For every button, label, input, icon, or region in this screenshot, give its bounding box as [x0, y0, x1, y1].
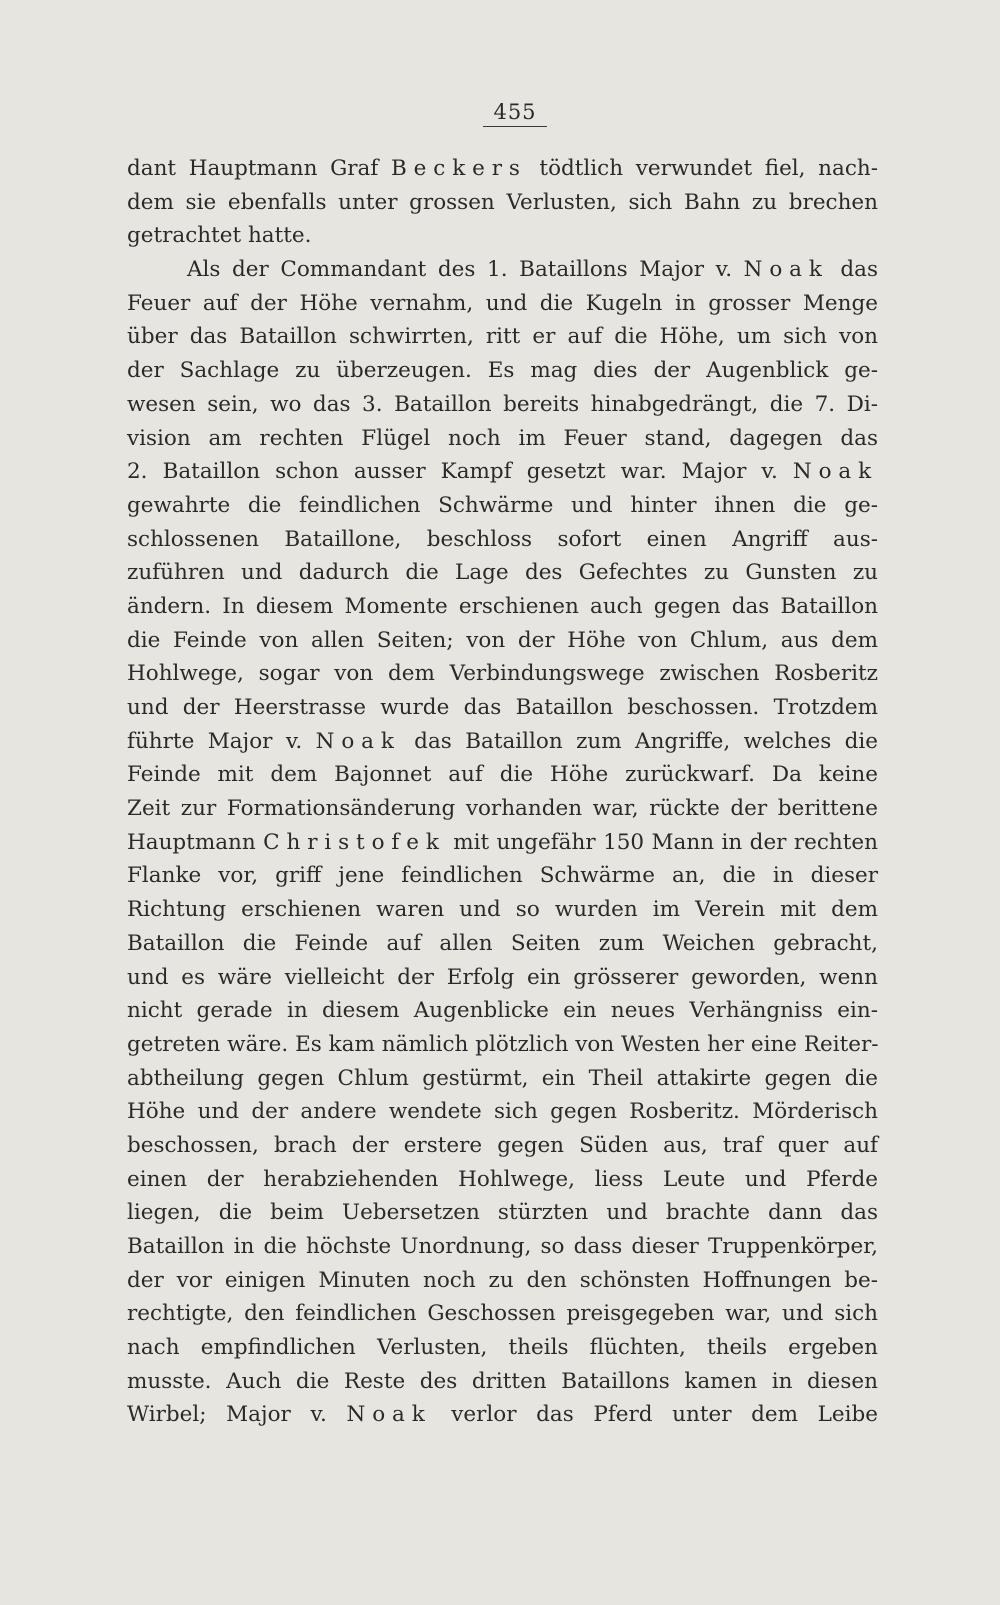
text-line: [127, 320, 878, 354]
text-segment: Feinde mit dem Bajonnet auf die Höhe zurückwarf. Da keine: [127, 762, 878, 788]
text-segment: gewahrte die feindlichen Schwärme und hinter ihnen die ge-: [127, 492, 878, 518]
spaced-name: Beckers: [390, 156, 527, 181]
text-line: [127, 994, 878, 1028]
text-segment: das Bataillon zum Angriffe, welches die: [400, 728, 878, 754]
text-line: [127, 1331, 878, 1365]
text-segment: Richtung erschienen waren und so wurden im Verein mit dem: [127, 897, 878, 923]
text-segment: führte Major v.: [127, 728, 316, 754]
text-segment: Feuer auf der Höhe vernahm, und die Kugeln in grosser Menge: [127, 290, 878, 316]
text-segment: nach empfindlichen Verlusten, theils flüchten, theils ergeben: [127, 1335, 878, 1361]
text-line: [127, 1230, 878, 1264]
text-segment: Höhe und der andere wendete sich gegen Rosberitz. Mörderisch: [127, 1099, 878, 1125]
text-segment: tödtlich verwundet fiel, nach-: [526, 156, 878, 181]
text-line: [127, 489, 878, 523]
text-line: [127, 388, 878, 422]
text-segment: Hohlwege, sogar von dem Verbindungswege zwischen Rosberitz: [127, 661, 878, 687]
text-segment: getrachtet hatte.: [127, 223, 312, 249]
text-line: [127, 927, 878, 961]
text-segment: der Sachlage zu überzeugen. Es mag dies der Augenblick ge-: [127, 358, 878, 384]
text-line: [127, 893, 878, 927]
text-segment: 2. Bataillon schon ausser Kampf gesetzt war. Major v.: [127, 459, 793, 485]
text-segment: Flanke vor, griff jene feindlichen Schwärme an, die in dieser: [127, 863, 878, 889]
text-segment: die Feinde von allen Seiten; von der Höhe von Chlum, aus dem: [127, 627, 878, 653]
text-line: [127, 422, 878, 456]
text-segment: und es wäre vielleicht der Erfolg ein grösserer geworden, wenn: [127, 964, 878, 990]
text-line: [127, 253, 878, 287]
text-line: [127, 354, 878, 388]
text-segment: vision am rechten Flügel noch im Feuer stand, dagegen das: [127, 425, 878, 451]
spaced-name: Noak: [315, 728, 401, 754]
text-line: [127, 455, 878, 489]
text-line: [127, 792, 878, 826]
text-segment: einen der herabziehenden Hohlwege, liess Leute und Pferde: [127, 1166, 878, 1192]
text-line: [127, 961, 878, 995]
text-segment: ändern. In diesem Momente erschienen auch gegen das Bataillon: [127, 593, 878, 619]
text-segment: dant Hauptmann Graf: [127, 156, 391, 181]
text-line: [127, 1398, 878, 1432]
spaced-name: Noak: [346, 1402, 432, 1428]
text-segment: Wirbel; Major v.: [127, 1402, 347, 1428]
text-line: [127, 1163, 878, 1197]
text-segment: zuführen und dadurch die Lage des Gefechtes zu Gunsten zu: [127, 560, 878, 586]
text-line: [127, 287, 878, 321]
body-text: [127, 152, 878, 1432]
text-line: [127, 826, 878, 860]
text-line: [127, 1129, 878, 1163]
text-segment: abtheilung gegen Chlum gestürmt, ein Theil attakirte gegen die: [127, 1065, 878, 1091]
text-segment: verlor das Pferd unter dem Leibe: [431, 1402, 878, 1428]
text-line: [127, 219, 878, 253]
text-line: [127, 523, 878, 557]
text-segment: beschossen, brach der erstere gegen Süden aus, traf quer auf: [127, 1132, 878, 1158]
text-line: [127, 691, 878, 725]
text-segment: nicht gerade in diesem Augenblicke ein neues Verhängniss ein-: [127, 998, 878, 1024]
text-line: [127, 657, 878, 691]
text-segment: Zeit zur Formationsänderung vorhanden war, rückte der berittene: [127, 796, 878, 822]
spaced-name: Noak: [792, 459, 878, 485]
text-line: [127, 758, 878, 792]
text-segment: über das Bataillon schwirrten, ritt er auf die Höhe, um sich von: [127, 324, 878, 350]
text-line: [127, 725, 878, 759]
text-line: [127, 1365, 878, 1399]
text-segment: dem sie ebenfalls unter grossen Verlusten, sich Bahn zu brechen: [127, 189, 878, 215]
text-line: [127, 624, 878, 658]
text-segment: wesen sein, wo das 3. Bataillon bereits hinabgedrängt, die 7. Di-: [127, 391, 878, 417]
text-line: [127, 1062, 878, 1096]
text-segment: musste. Auch die Reste des dritten Bataillons kamen in diesen: [127, 1368, 878, 1394]
text-segment: der vor einigen Minuten noch zu den schönsten Hoffnungen be-: [127, 1267, 878, 1293]
text-line: [127, 1196, 878, 1230]
text-line: [127, 590, 878, 624]
spaced-name: Christofek: [263, 829, 446, 855]
text-line: [127, 1264, 878, 1298]
text-segment: Bataillon die Feinde auf allen Seiten zum Weichen gebracht,: [127, 930, 878, 956]
text-segment: schlossenen Bataillone, beschloss sofort einen Angriff aus-: [127, 526, 878, 552]
text-segment: getreten wäre. Es kam nämlich plötzlich von Westen her eine Reiter-: [127, 1031, 879, 1057]
text-line: [127, 1028, 878, 1062]
text-segment: und der Heerstrasse wurde das Bataillon beschossen. Trotzdem: [127, 695, 878, 720]
text-line: [127, 556, 878, 590]
text-line: [127, 1297, 878, 1331]
text-segment: Bataillon in die höchste Unordnung, so dass dieser Truppenkörper,: [127, 1234, 878, 1259]
text-segment: liegen, die beim Uebersetzen stürzten und brachte dann das: [127, 1200, 878, 1226]
page-number: 455: [483, 100, 547, 127]
text-segment: rechtigte, den feindlichen Geschossen preisgegeben war, und sich: [127, 1301, 878, 1327]
spaced-name: Noak: [743, 257, 829, 283]
text-line: [127, 859, 878, 893]
text-segment: Hauptmann: [127, 829, 264, 855]
text-line: [127, 152, 878, 186]
text-line: [127, 1095, 878, 1129]
text-line: [127, 186, 878, 220]
text-segment: Als der Commandant des 1. Bataillons Major v.: [187, 257, 744, 283]
text-segment: das: [828, 257, 878, 283]
text-segment: mit ungefähr 150 Mann in der rechten: [445, 829, 878, 855]
